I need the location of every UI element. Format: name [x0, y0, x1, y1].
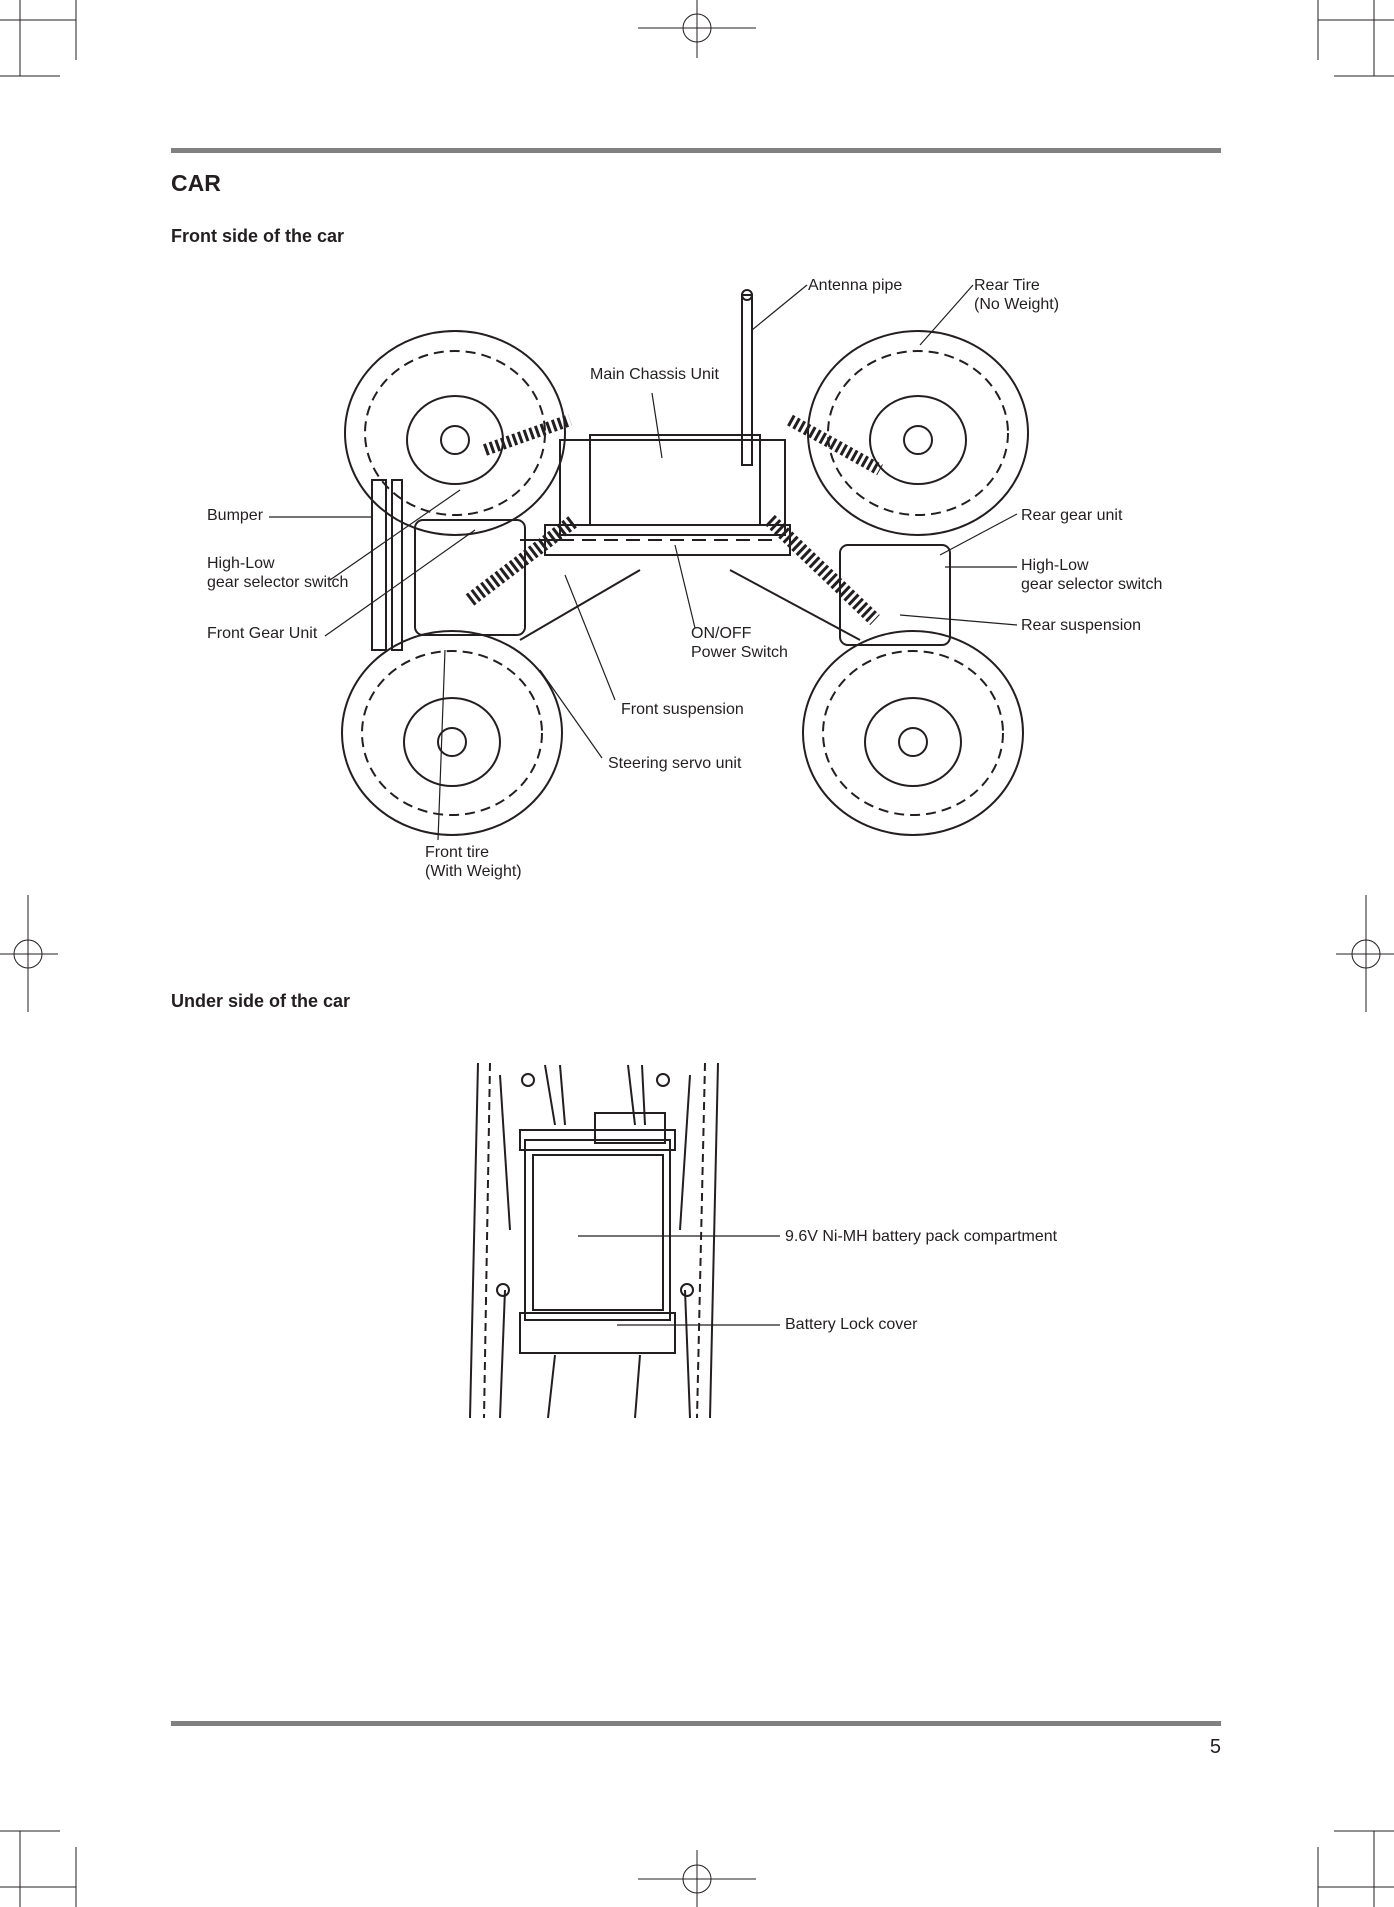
page-number: 5 [1209, 1736, 1221, 1758]
label-rear-suspension: Rear suspension [1021, 617, 1142, 634]
label-battery-compartment: 9.6V Ni-MH battery pack compartment [785, 1228, 1058, 1245]
label-front-tire: Front tire (With Weight) [425, 844, 522, 880]
label-front-suspension: Front suspension [621, 701, 744, 718]
label-rear-gear: Rear gear unit [1021, 507, 1123, 524]
tire-rear-right [808, 331, 1028, 535]
label-onoff: ON/OFF Power Switch [691, 625, 788, 661]
top-rule [171, 148, 1221, 153]
label-antenna: Antenna pipe [808, 277, 903, 294]
section-title: CAR [171, 170, 221, 196]
tire-front-right [803, 631, 1023, 835]
label-steering: Steering servo unit [608, 755, 742, 772]
label-rear-tire: Rear Tire (No Weight) [974, 277, 1060, 313]
label-front-gear: Front Gear Unit [207, 625, 318, 642]
label-bumper: Bumper [207, 507, 264, 524]
under-heading: Under side of the car [171, 991, 351, 1011]
label-main-chassis: Main Chassis Unit [590, 366, 719, 383]
car-under-illustration [470, 1063, 780, 1418]
bottom-rule [171, 1721, 1221, 1726]
label-highlow-left: High-Low gear selector switch [207, 555, 349, 591]
tire-front-left [342, 631, 562, 835]
front-heading: Front side of the car [171, 226, 345, 246]
label-battery-lock: Battery Lock cover [785, 1316, 918, 1333]
label-highlow-right: High-Low gear selector switch [1021, 557, 1163, 593]
